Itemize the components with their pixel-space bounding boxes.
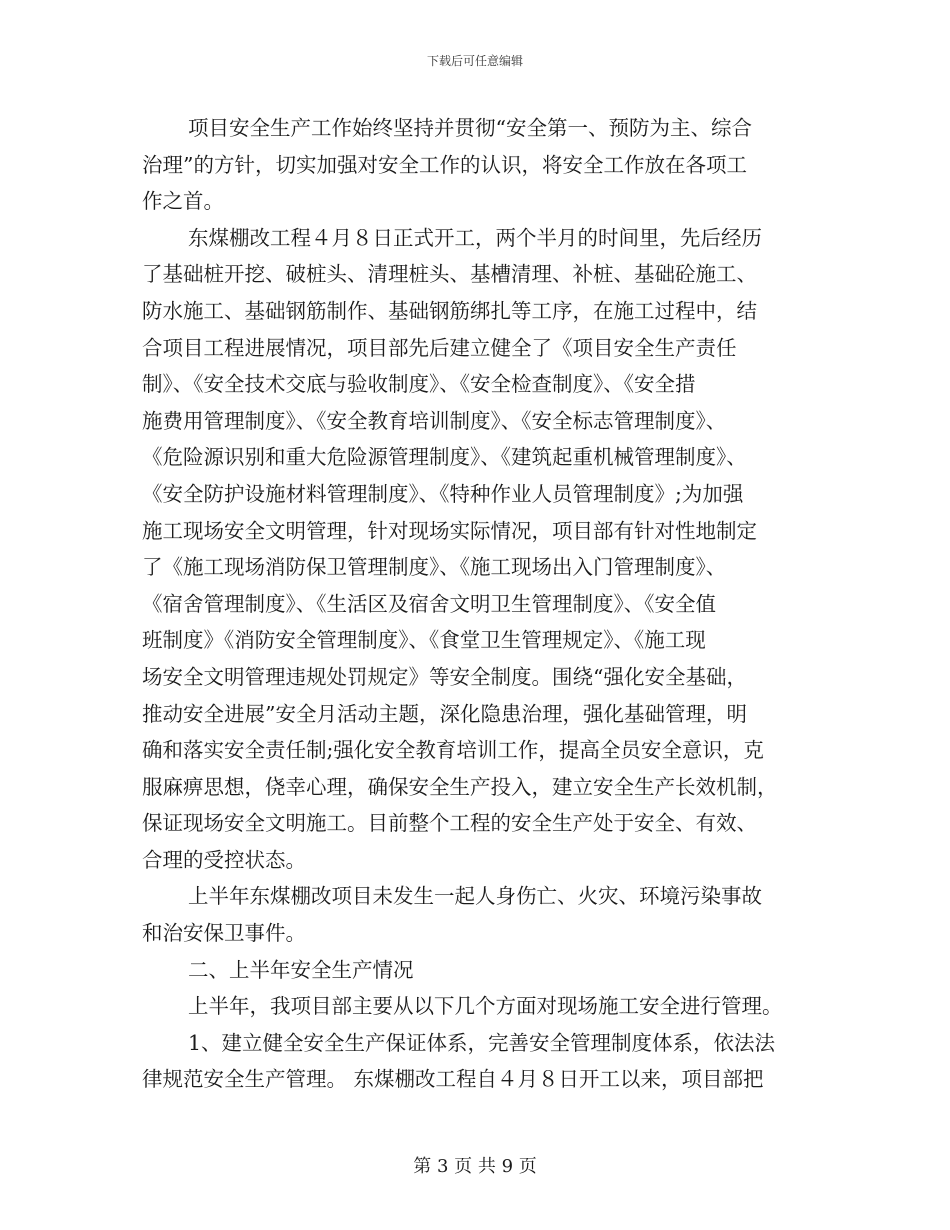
page-header: 下载后可任意编辑 bbox=[426, 54, 523, 68]
paragraph-line: 合项目工程进展情况，项目部先后建立健全了《项目安全生产责任 bbox=[142, 335, 737, 360]
paragraph-line: 和治安保卫事件。 bbox=[142, 921, 306, 946]
paragraph-line: 施费用管理制度》、《安全教育培训制度》、《安全标志管理制度》、 bbox=[142, 408, 727, 433]
paragraph-line: 班制度》《消防安全管理制度》、《食堂卫生管理规定》、《施工现 bbox=[142, 628, 706, 653]
paragraph-line: 确和落实安全责任制;强化安全教育培训工作，提高全员安全意识，克 bbox=[142, 738, 764, 763]
paragraph-line: 推动安全进展”安全月活动主题，深化隐患治理，强化基础管理，明 bbox=[142, 701, 747, 726]
paragraph-line: 制》、《安全技术交底与验收制度》、《安全检查制度》、《安全措 bbox=[142, 372, 696, 397]
paragraph-line: 服麻痹思想，侥幸心理，确保安全生产投入，建立安全生产长效机制， bbox=[142, 774, 778, 799]
paragraph-line: 场安全文明管理违规处罚规定》等安全制度。围绕“强化安全基础， bbox=[142, 664, 747, 689]
paragraph-line: 《宿舍管理制度》、《生活区及宿舍文明卫生管理制度》、《安全值 bbox=[142, 591, 716, 616]
paragraph-line: 项目安全生产工作始终坚持并贯彻“安全第一、预防为主、综合 bbox=[188, 116, 752, 140]
paragraph-line: 保证现场安全文明施工。目前整个工程的安全生产处于安全、有效、 bbox=[142, 811, 757, 836]
paragraph-line: 施工现场安全文明管理，针对现场实际情况，项目部有针对性地制定 bbox=[142, 518, 757, 543]
paragraph-line: 上半年，我项目部主要从以下几个方面对现场施工安全进行管理。 bbox=[188, 994, 783, 1019]
document-body bbox=[142, 110, 812, 1098]
paragraph-line: 合理的受控状态。 bbox=[142, 847, 306, 872]
paragraph-line: 作之首。 bbox=[142, 189, 224, 214]
section-heading: 二、上半年安全生产情况 bbox=[188, 957, 414, 982]
paragraph-line: 防水施工、基础钢筋制作、基础钢筋绑扎等工序，在施工过程中，结 bbox=[142, 298, 757, 323]
paragraph-line: 律规范安全生产管理。 东煤棚改工程自４月８日开工以来，项目部把 bbox=[142, 1067, 764, 1092]
paragraph-line: 《安全防护设施材料管理制度》、《特种作业人员管理制度》;为加强 bbox=[142, 481, 744, 506]
paragraph-line: 治理”的方针，切实加强对安全工作的认识，将安全工作放在各项工 bbox=[142, 152, 747, 177]
paragraph-line: 《危险源识别和重大危险源管理制度》、《建筑起重机械管理制度》、 bbox=[142, 445, 747, 470]
paragraph-line: 上半年东煤棚改项目未发生一起人身伤亡、火灾、环境污染事故 bbox=[188, 884, 762, 909]
paragraph-line: 了《施工现场消防保卫管理制度》、《施工现场出入门管理制度》、 bbox=[142, 555, 727, 580]
paragraph-line: 了基础桩开挖、破桩头、清理桩头、基槽清理、补桩、基础砼施工、 bbox=[142, 262, 757, 287]
paragraph-line: 东煤棚改工程４月８日正式开工，两个半月的时间里，先后经历 bbox=[188, 225, 762, 250]
page-number: 第 3 页 共 9 页 bbox=[413, 1156, 537, 1177]
paragraph-line: 1、建立健全安全生产保证体系，完善安全管理制度体系，依法法 bbox=[188, 1030, 776, 1055]
